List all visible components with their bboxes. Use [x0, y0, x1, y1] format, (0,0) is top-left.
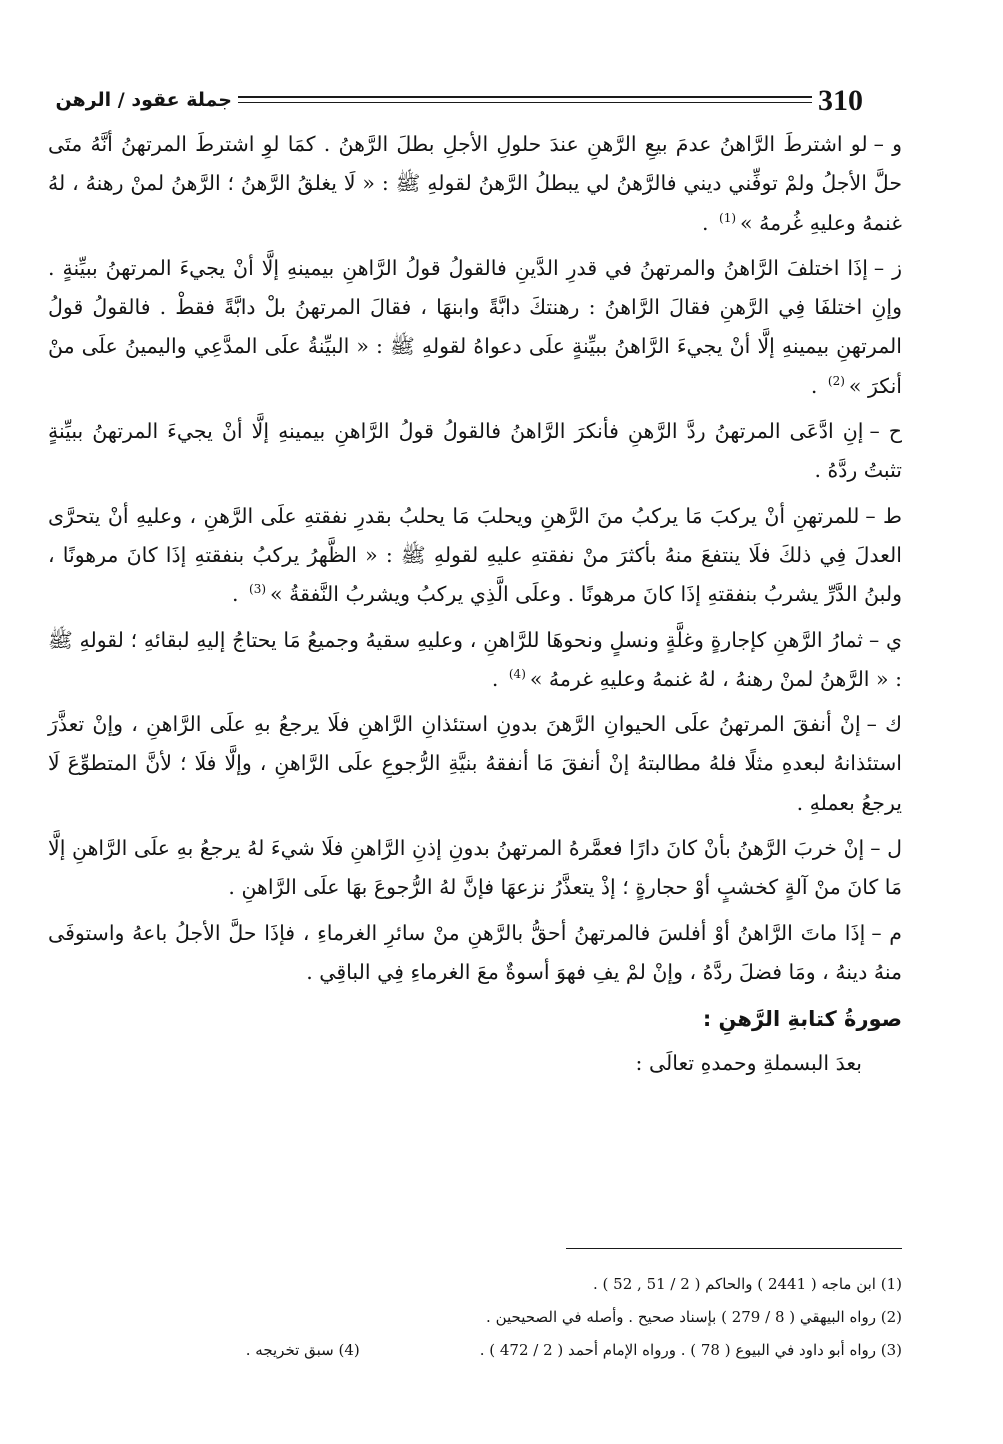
running-title: جملة عقود / الرهن — [55, 89, 232, 111]
footnote-line-3-4 — [150, 1334, 902, 1367]
paragraph-text: ثمارُ الرَّهنِ كإجارةٍ وغلَّةٍ ونسلٍ ونحوهَا للرَّاهنِ ، وعليهِ سقيهُ وجميعُ مَا يحتاجُ إليهِ لبقائهِ ؛ لقولهِ ﷺ : « الرَّهنُ لمنْ رهنهُ ، لهُ غنمهُ وعليهِ غرمهُ » — [48, 627, 902, 691]
header-rule — [238, 96, 812, 98]
paragraph-zay: ز –إذَا اختلفَ الرَّاهنُ والمرتهنُ في قدرِ الدَّينِ فالقولُ قولُ الرَّاهنِ بيمينهِ إلَّا أنْ يجيءَ المرتهنُ ببيِّنةٍ . وإنِ اختلفَا فِي الرَّهنِ فقالَ الرَّاهنُ : رهنتكَ دابَّةً وابنهَا ، فقالَ المرتهنُ بلْ دابَّةً فقطْ . فالقولُ قولُ المرتهنِ بيمينهِ إلَّا أنْ يجيءَ الرَّاهنُ ببيِّنةٍ علَى دعواهُ لقولهِ ﷺ : « البيِّنةُ علَى المدَّعِي واليمينُ علَى منْ أنكرَ »$^{(2)}$ . — [48, 255, 902, 398]
paragraph-mim — [48, 914, 902, 993]
paragraph-ya: ي –ثمارُ الرَّهنِ كإجارةٍ وغلَّةٍ ونسلٍ ونحوهَا للرَّاهنِ ، وعليهِ سقيهُ وجميعُ مَا يحتاجُ إليهِ لبقائهِ ؛ لقولهِ ﷺ : « الرَّهنُ لمنْ رهنهُ ، لهُ غنمهُ وعليهِ غرمهُ »$^{(4)}$ . — [48, 627, 903, 691]
header-rule-thin — [238, 102, 812, 103]
paragraph-marker: ل – — [870, 836, 902, 861]
main-text — [48, 125, 902, 1083]
paragraph-text: إذَا اختلفَ الرَّاهنُ والمرتهنُ في قدرِ الدَّينِ فالقولُ قولُ الرَّاهنِ بيمينهِ إلَّا أنْ يجيءَ المرتهنُ ببيِّنةٍ . وإنِ اختلفَا فِي الرَّهنِ فقالَ الرَّاهنُ : رهنتكَ دابَّةً وابنهَا ، فقالَ المرتهنُ بلْ دابَّةً فقطْ . فالقولُ قولُ المرتهنِ بيمينهِ إلَّا أنْ يجيءَ الرَّاهنُ ببيِّنةٍ علَى دعواهُ لقولهِ ﷺ : « البيِّنةُ علَى المدَّعِي واليمينُ علَى منْ أنكرَ » — [48, 255, 902, 398]
section-opening: بعدَ البسملةِ وحمدهِ تعالَى : — [635, 1050, 862, 1075]
paragraph-lam — [48, 829, 902, 908]
paragraph-waw: و –لو اشترطَ الرَّاهنُ عدمَ بيعِ الرَّهنِ عندَ حلولِ الأجلِ بطلَ الرَّهنُ . كمَا لوِ اشترطَ المرتهنُ أنَّهُ متَى حلَّ الأجلُ ولمْ توفِّني ديني فالرَّهنُ لي يبطلُ الرَّهنُ لقولهِ ﷺ : « لَا يغلقُ الرَّهنُ ؛ الرَّهنُ لمنْ رهنهُ ، لهُ غنمهُ وعليهِ غُرمهُ »$^{(1)}$ . — [48, 132, 902, 235]
paragraph-kaf — [48, 705, 902, 823]
paragraph-ha — [48, 412, 902, 491]
paragraph-text: لو اشترطَ الرَّاهنُ عدمَ بيعِ الرَّهنِ عندَ حلولِ الأجلِ بطلَ الرَّهنُ . كمَا لوِ اشترطَ المرتهنُ أنَّهُ متَى حلَّ الأجلُ ولمْ توفِّني ديني فالرَّهنُ لي يبطلُ الرَّهنُ لقولهِ ﷺ : « لَا يغلقُ الرَّهنُ ؛ الرَّهنُ لمنْ رهنهُ ، لهُ غنمهُ وعليهِ غُرمهُ » — [48, 132, 902, 235]
paragraph-text: للمرتهنِ أنْ يركبَ مَا يركبُ منَ الرَّهنِ ويحلبَ مَا يحلبُ بقدرِ نفقتهِ علَى الرَّهنِ ، وعليهِ أنْ يتحرَّى العدلَ فِي ذلكَ فلَا ينتفعَ منهُ بأكثرَ منْ نفقتهِ عليهِ لقولهِ ﷺ : « الظَّهرُ يركبُ بنفقتهِ إذَا كانَ مرهونًا ، ولبنُ الدَّرِّ يشربُ بنفقتهِ إذَا كانَ مرهونًا . وعلَى الَّذِي يركبُ ويشربُ النَّفقةُ » — [48, 503, 902, 607]
paragraph-text: إنْ خربَ الرَّهنُ بأنْ كانَ دارًا فعمَّرهُ المرتهنُ بدونِ إذنِ الرَّاهنِ فلَا شيءَ لهُ يرجعُ بهِ علَى الرَّاهنِ إلَّا مَا كانَ منْ آلةٍ كخشبٍ أوْ حجارةٍ ؛ إذْ يتعذَّرُ نزعهَا فإنَّ لهُ الرُّجوعَ بهَا علَى الرَّاهنِ . — [48, 836, 902, 900]
paragraph-marker: ز – — [873, 255, 902, 280]
paragraph-marker: ط – — [865, 503, 902, 528]
footnote-ref: (3) — [249, 582, 267, 597]
paragraph-text: إنْ أنفقَ المرتهنُ علَى الحيوانِ الرَّهنَ بدونِ استئذانِ الرَّاهنِ فلَا يرجعُ بهِ علَى الرَّاهنِ ، وإنْ تعذَّرَ استئذانهُ لبعدهِ مثلًا فلهُ مطالبتهُ إنْ أنفقَ مَا أنفقهُ بنيَّةِ الرُّجوعِ علَى الرَّاهنِ ، وإلَّا فلَا ؛ لأنَّ المتطوِّعَ لَا يرجعُ بعملهِ . — [48, 712, 902, 815]
paragraph-marker: م – — [871, 920, 902, 945]
paragraph-marker: ي – — [869, 627, 903, 652]
paragraph-marker: و – — [873, 132, 902, 156]
footnote-2: (2) رواه البيهقي ( 8 / 279 ) بإسناد صحيح . وأصله في الصحيحين . — [486, 1308, 902, 1326]
paragraph-text: إنِ ادَّعَى المرتهنُ ردَّ الرَّهنِ فأنكرَ الرَّاهنُ فالقولُ قولُ الرَّاهنِ بيمينهِ إلَّا أنْ يجيءَ المرتهنُ ببيِّنةٍ تثبتُ ردَّهُ . — [48, 419, 902, 483]
paragraph-ta: ط –للمرتهنِ أنْ يركبَ مَا يركبُ منَ الرَّهنِ ويحلبَ مَا يحلبُ بقدرِ نفقتهِ علَى الرَّهنِ ، وعليهِ أنْ يتحرَّى العدلَ فِي ذلكَ فلَا ينتفعَ منهُ بأكثرَ منْ نفقتهِ عليهِ لقولهِ ﷺ : « الظَّهرُ يركبُ بنفقتهِ إذَا كانَ مرهونًا ، ولبنُ الدَّرِّ يشربُ بنفقتهِ إذَا كانَ مرهونًا . وعلَى الَّذِي يركبُ ويشربُ النَّفقةُ »$^{(3)}$ . — [48, 503, 902, 607]
footnote-ref: (1) — [719, 210, 737, 225]
footnote-ref: (4) — [508, 667, 526, 682]
footnotes — [150, 1268, 902, 1367]
footnote-1: (1) ابن ماجه ( 2441 ) والحاكم ( 2 / 51 , 52 ) . — [593, 1275, 902, 1293]
footnote-rule — [566, 1248, 902, 1249]
paragraph-marker: ح – — [869, 419, 902, 444]
section-heading: صورةُ كتابةِ الرَّهنِ : — [702, 1007, 902, 1032]
page-number: 310 — [818, 84, 863, 117]
paragraph-marker: ك – — [866, 712, 902, 737]
paragraph-text: إذَا ماتَ الرَّاهنُ أوْ أفلسَ فالمرتهنُ أحقُّ بالرَّهنِ منْ سائرِ الغرماءِ ، فإذَا حلَّ الأجلُ باعهُ واستوفَى منهُ دينهُ ، ومَا فضلَ ردَّهُ ، وإنْ لمْ يفِ فهوَ أسوةٌ معَ الغرماءِ فِي الباقِي . — [48, 920, 902, 984]
footnote-ref: (2) — [827, 373, 845, 388]
footnote-4: (4) سبق تخريجه . — [245, 1341, 360, 1359]
footnote-3: (3) رواه أبو داود في البيوع ( 78 ) . ورواه الإمام أحمد ( 2 / 472 ) . — [479, 1341, 902, 1359]
